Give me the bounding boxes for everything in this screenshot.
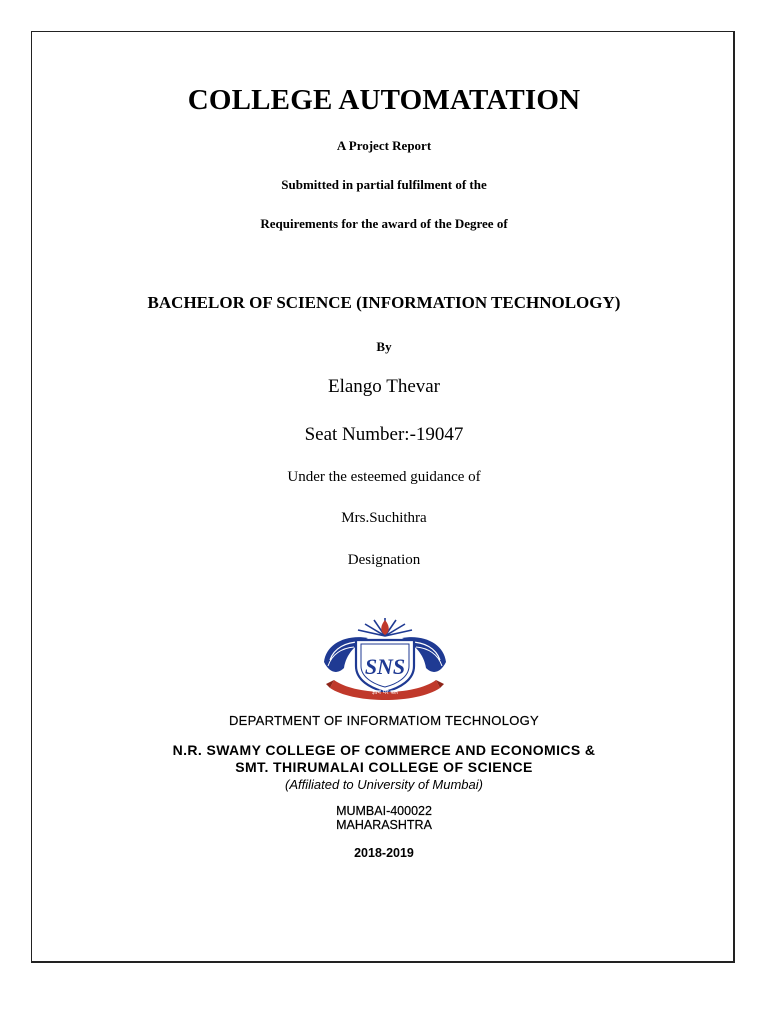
college-name-line-1: N.R. SWAMY COLLEGE OF COMMERCE AND ECONOMICS & [172,742,596,758]
state: MAHARASHTRA [336,818,432,832]
logo-motto: ज्ञानं परं बलं [372,689,398,696]
student-name: Elango Thevar [327,376,441,397]
logo-monogram: SNS [364,654,406,679]
city: MUMBAI-400022 [336,804,432,818]
college-logo [316,614,454,706]
affiliation: (Affiliated to University of Mumbai) [285,777,483,792]
submitted-line: Submitted in partial fulfilment of the [281,177,487,192]
degree-title: BACHELOR OF SCIENCE (INFORMATION TECHNOLOGY) [147,293,621,312]
department-name: DEPARTMENT OF INFORMATIOM TECHNOLOGY [228,713,540,728]
guidance-line: Under the esteemed guidance of [287,469,481,485]
seat-number: Seat Number:-19047 [304,424,464,445]
guide-name: Mrs.Suchithra [341,510,427,526]
academic-year: 2018-2019 [354,846,414,860]
requirements-line: Requirements for the award of the Degree of [260,216,508,231]
report-title: COLLEGE AUTOMATATION [187,84,581,116]
college-name-line-2: SMT. THIRUMALAI COLLEGE OF SCIENCE [235,759,533,775]
by-label: By [376,339,392,354]
guide-designation: Designation [347,552,421,568]
report-subtitle: A Project Report [336,138,432,153]
